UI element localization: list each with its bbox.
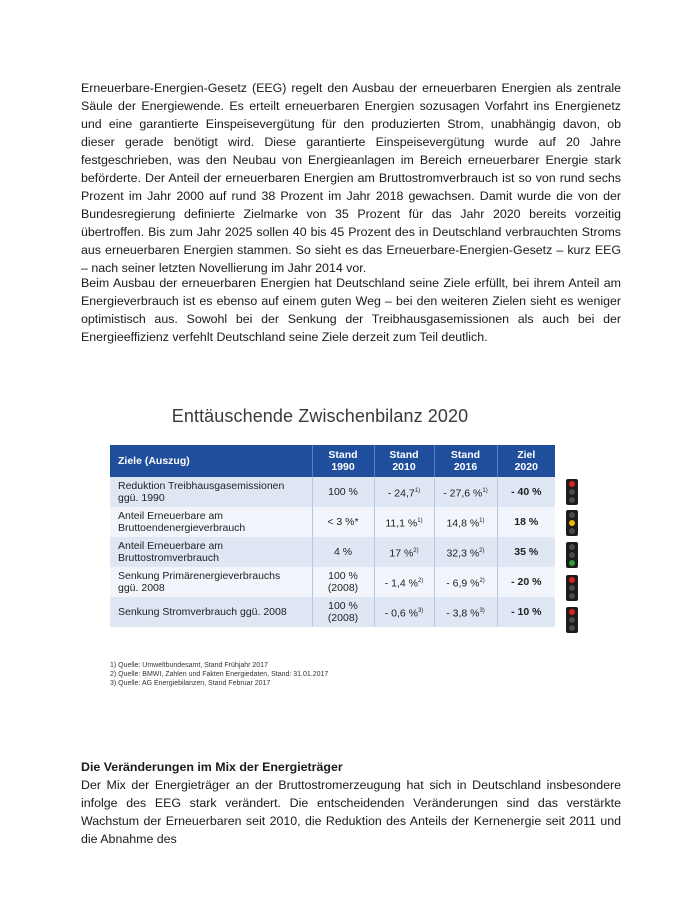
table-row: [110, 507, 555, 537]
cell-1990-note: (2008): [327, 612, 359, 624]
cell-2016-value: - 3,8 %: [446, 607, 480, 620]
footnote: 2) Quelle: BMWI, Zahlen und Fakten Energiedaten, Stand: 31.01.2017: [110, 671, 329, 678]
cell-2010-value: - 24,7: [387, 487, 415, 500]
row-label-line2: ggü. 1990: [118, 492, 165, 504]
cell-2016-value: 14,8 %: [446, 517, 480, 530]
cell-2010: [374, 537, 434, 567]
traffic-light-icon: [566, 479, 578, 505]
cell-2016: [434, 597, 497, 627]
row-label: [110, 597, 312, 627]
lamp-yellow: [569, 520, 575, 526]
row-label-line1: Anteil Erneuerbare am: [118, 510, 224, 522]
table-header-row: [110, 445, 555, 477]
lamp-red: [569, 544, 575, 550]
header-2010-line1: Stand: [389, 449, 419, 461]
row-label-line1: Reduktion Treibhausgasemissionen: [118, 480, 285, 492]
cell-1990-value: 100 %: [328, 486, 358, 498]
cell-2010-value: - 1,4 %: [384, 577, 418, 590]
cell-2010: [374, 597, 434, 627]
traffic-light-icon: [566, 607, 578, 633]
table-row: [110, 597, 555, 627]
row-label-line2: Bruttostromverbrauch: [118, 552, 219, 564]
header-2016-line2: 2016: [453, 461, 478, 473]
cell-1990-value: 4 %: [333, 546, 353, 558]
lamp-yellow: [569, 489, 575, 495]
header-2010: [374, 445, 434, 477]
paragraph-goals: Beim Ausbau der erneuerbaren Energien hat Deutschland seine Ziele erfüllt, bei ihrem Anteil am Energieverbrauch ist es ebenso auf einem guten Weg – bei den weiteren Zielen sieht es weniger optimistisch aus. Sowohl bei der Senkung der Treibhausgasemissionen als auch bei der Energieeffizienz verfehlt Deutschland seine Ziele derzeit zum Teil deutlich.: [81, 276, 621, 344]
cell-2010: [374, 477, 434, 507]
cell-1990: [312, 597, 374, 627]
cell-2020: - 40 %: [497, 477, 555, 507]
cell-2016: [434, 477, 497, 507]
footnotes: [110, 661, 328, 688]
footnote-ref: 1): [414, 487, 421, 494]
row-label: [110, 507, 312, 537]
cell-2016: [434, 507, 497, 537]
footnote-ref: 1): [417, 517, 423, 524]
cell-2016: [434, 537, 497, 567]
footnote: 3) Quelle: AG Energiebilanzen, Stand Februar 2017: [110, 680, 271, 687]
header-goals: Ziele (Auszug): [110, 445, 312, 477]
lamp-yellow: [569, 617, 575, 623]
lamp-red: [569, 512, 575, 518]
row-label-line1: Anteil Erneuerbare am: [118, 540, 224, 552]
row-label-line2: ggü. 2008: [118, 582, 165, 594]
cell-1990: [312, 537, 374, 567]
footnote-ref: 2): [479, 577, 485, 584]
lamp-red: [569, 577, 575, 583]
paragraph-mix: Der Mix der Energieträger an der Bruttostromerzeugung hat sich in Deutschland insbesondere infolge des EEG stark verändert. Die entscheidenden Veränderungen sind das verstärkte Wachstum der Erneuerbaren seit 2010, die Reduktion des Anteils der Kernenergie seit 2011 und die Abnahme des: [81, 778, 621, 846]
table-row: [110, 567, 555, 597]
row-label: [110, 567, 312, 597]
cell-1990-value: 100 %: [328, 600, 358, 612]
lamp-green: [569, 560, 575, 566]
row-label-line1: Senkung Stromverbrauch ggü. 2008: [118, 606, 287, 618]
cell-2010: [374, 507, 434, 537]
header-2020-line2: 2020: [514, 461, 538, 473]
cell-2010-value: 11,1 %: [385, 517, 418, 530]
section-heading: Die Veränderungen im Mix der Energieträger: [81, 760, 343, 774]
header-2020-line1: Ziel: [517, 449, 536, 461]
footnote-ref: 2): [417, 577, 424, 584]
cell-2016: [434, 567, 497, 597]
cell-1990: [312, 477, 374, 507]
lamp-green: [569, 497, 575, 503]
cell-2020: - 10 %: [497, 597, 555, 627]
header-2016-line1: Stand: [450, 449, 481, 461]
footnote-ref: 2): [479, 547, 485, 554]
cell-2020: 35 %: [497, 537, 555, 567]
footnote-ref: 1): [482, 487, 488, 494]
cell-2016-value: 32,3 %: [446, 547, 480, 560]
cell-2020: - 20 %: [497, 567, 555, 597]
lamp-green: [569, 625, 575, 631]
footnote: 1) Quelle: Umweltbundesamt, Stand Frühjahr 2017: [110, 662, 268, 669]
table-row: [110, 477, 555, 507]
cell-1990-value: 100 %: [328, 570, 358, 582]
cell-1990-note: (2008): [327, 582, 359, 594]
cell-2010-value: - 0,6 %: [384, 607, 418, 620]
cell-2016-value: - 6,9 %: [446, 577, 480, 590]
cell-2016-value: - 27,6 %: [443, 487, 483, 500]
header-2010-line2: 2010: [392, 461, 416, 473]
table-row: [110, 537, 555, 567]
traffic-light-icon: [566, 575, 578, 601]
cell-1990-value: < 3 %*: [327, 516, 359, 528]
footnote-ref: 1): [479, 517, 485, 524]
row-label: [110, 537, 312, 567]
header-1990: [312, 445, 374, 477]
footnote-ref: 3): [417, 607, 424, 614]
cell-1990: [312, 507, 374, 537]
figure-title: Enttäuschende Zwischenbilanz 2020: [171, 406, 469, 426]
lamp-yellow: [569, 552, 575, 558]
header-2016: [434, 445, 497, 477]
header-1990-line2: 1990: [331, 461, 355, 473]
header-1990-line1: Stand: [328, 449, 358, 461]
row-label-line2: Bruttoendenergieverbrauch: [118, 522, 246, 534]
traffic-light-icon: [566, 510, 578, 536]
cell-2010: [374, 567, 434, 597]
lamp-green: [569, 528, 575, 534]
cell-2010-value: 17 %: [389, 547, 414, 560]
lamp-green: [569, 593, 575, 599]
cell-2020: 18 %: [497, 507, 555, 537]
row-label-line1: Senkung Primärenergieverbrauchs: [118, 570, 281, 582]
lamp-red: [569, 481, 575, 487]
row-label: [110, 477, 312, 507]
cell-1990: [312, 567, 374, 597]
lamp-yellow: [569, 585, 575, 591]
traffic-light-icon: [566, 542, 578, 568]
footnote-ref: 3): [479, 607, 485, 614]
paragraph-eeg: Erneuerbare-Energien-Gesetz (EEG) regelt den Ausbau der erneuerbaren Energien als zentrale Säule der Energiewende. Es erteilt erneuerbaren Energien sozusagen Vorfahrt ins Energienetz und eine garantierte Einspeisevergütung für den produzierten Strom, unabhängig davon, ob dieser gerade benötigt wird. Diese garantierte Einspeisevergütung wurde auf 20 Jahre festgeschrieben, was den Neubau von Energieanlagen im Bereich erneuerbarer Energie stark beförderte. Der Anteil der erneuerbaren Energien am Bruttostromverbrauch ist so von rund sechs Prozent im Jahr 2000 auf rund 38 Prozent im Jahr 2018 gewachsen. Damit wurde die von der Bundesregierung definierte Zielmarke von 35 Prozent für das Jahr 2020 bereits vorzeitig übertroffen. Bis zum Jahr 2025 sollen 40 bis 45 Prozent des in Deutschland verbrauchten Stroms aus erneuerbaren Energien stammen. So sieht es das Erneuerbare-Energien-Gesetz – kurz EEG – nach seiner letzten Novellierung im Jahr 2014 vor.: [81, 81, 621, 275]
footnote-ref: 2): [413, 547, 419, 554]
header-2020: [497, 445, 555, 477]
lamp-red: [569, 609, 575, 615]
goals-table: [110, 445, 555, 627]
